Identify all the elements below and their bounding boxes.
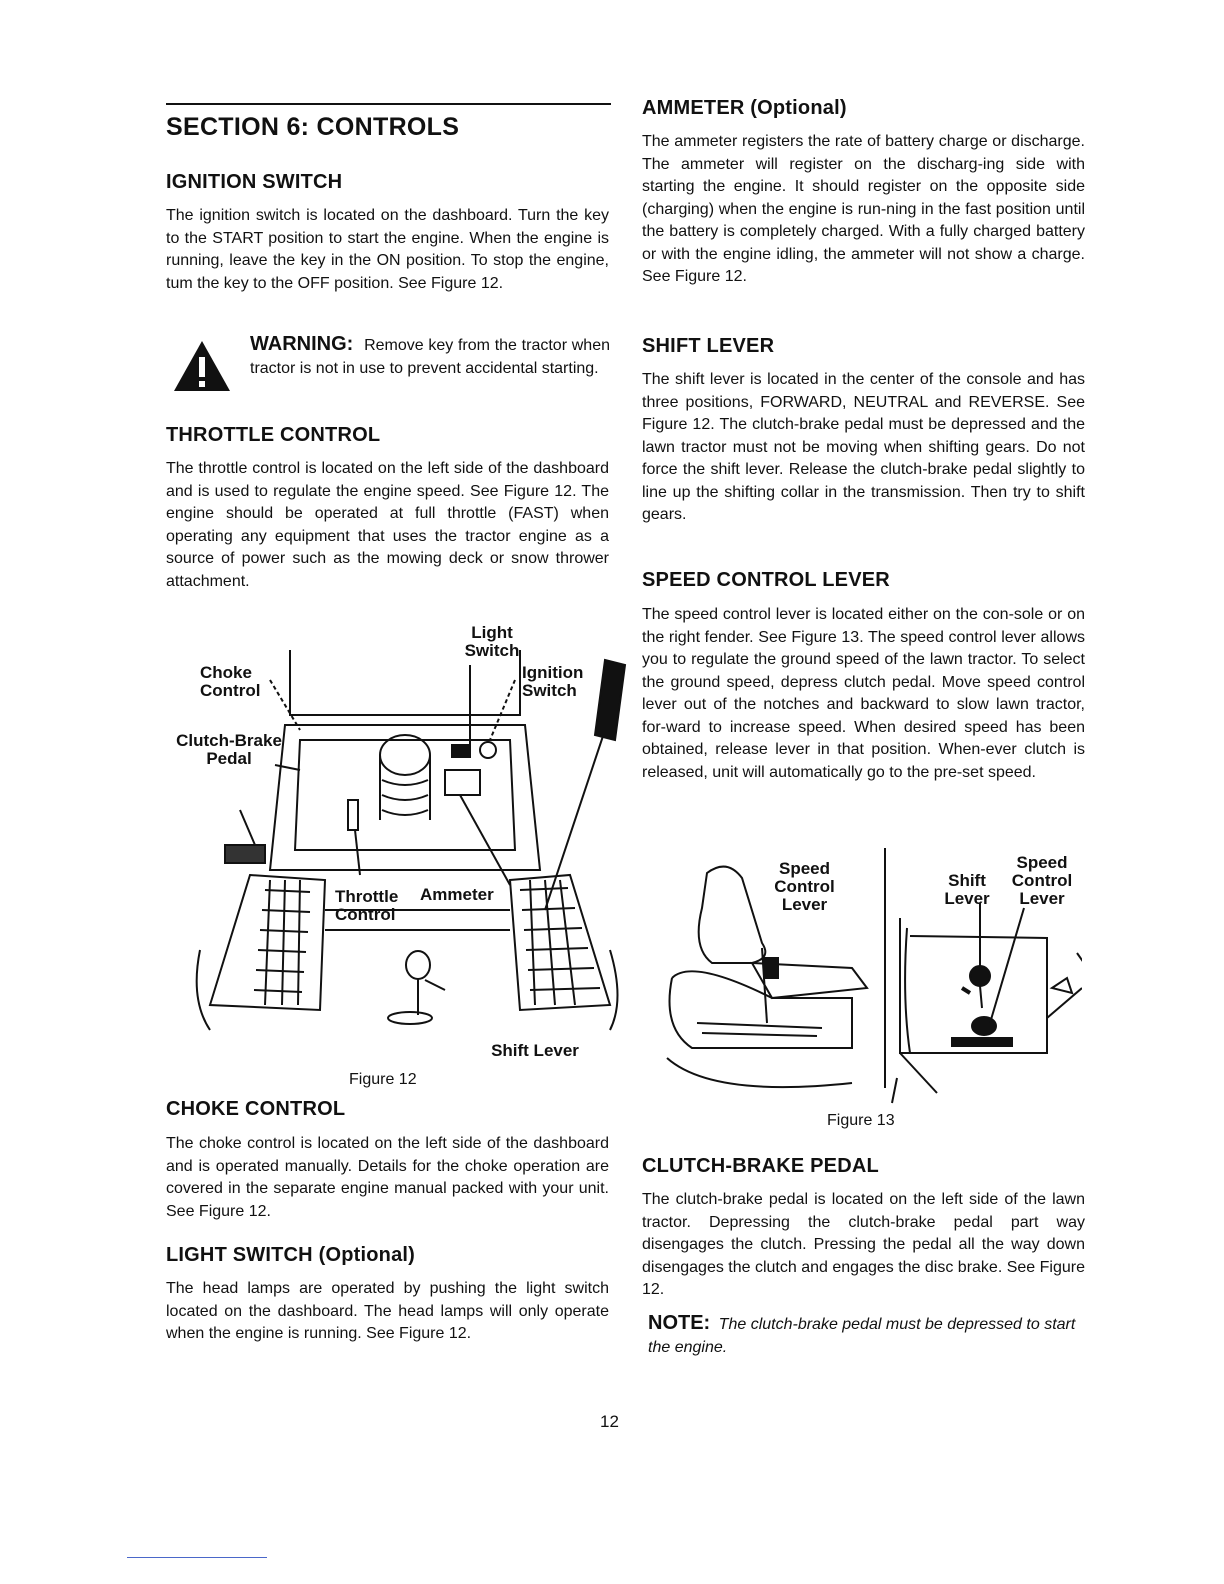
throttle-body: The throttle control is located on the left side of the dashboard and is used to regulate the engine speed. See Figure 12. The engine should be operated at full throttle (FAST) when operating any equipment that uses the tractor engine as a source of power such as the mowing deck or snow thrower attachment. bbox=[166, 460, 609, 590]
shift-lever-body: The shift lever is located in the center of the console and has three positions, FORWARD, NEUTRAL and REVERSE. See Figure 12. The clutch-brake pedal must be depressed and the lawn tractor must not be moving when shifting gears. Do not force the shift lever. Release the clutch-brake pedal slightly to line up the shifting collar in the transmission. Then try to shift gears. bbox=[642, 371, 1085, 523]
label-ignition-switch: Ignition Switch bbox=[522, 663, 584, 700]
choke-heading: CHOKE CONTROL bbox=[166, 1098, 346, 1120]
label-clutch-brake-pedal: Clutch-Brake Pedal bbox=[176, 731, 282, 768]
warning-icon bbox=[172, 339, 232, 393]
figure-12-caption: Figure 12 bbox=[349, 1071, 417, 1088]
footer-rule bbox=[127, 1557, 267, 1558]
page-number: 12 bbox=[600, 1412, 619, 1431]
figure-12 bbox=[170, 620, 630, 1070]
figure-13 bbox=[652, 848, 1082, 1108]
light-switch-body: The head lamps are operated by pushing the light switch located on the dashboard. The head lamps will only operate when the engine is running. See Figure 12. bbox=[166, 1280, 609, 1342]
label-shift-lever-fig13: Shift Lever bbox=[944, 871, 990, 908]
label-shift-lever: Shift Lever bbox=[491, 1041, 579, 1060]
throttle-heading: THROTTLE CONTROL bbox=[166, 424, 381, 446]
choke-body: The choke control is located on the left side of the dashboard and is operated manually. Details for the choke operation are covered in the separate engine manual packed with your unit. See Figure 12. bbox=[166, 1135, 609, 1220]
clutch-brake-heading: CLUTCH-BRAKE PEDAL bbox=[642, 1155, 879, 1177]
ignition-heading: IGNITION SWITCH bbox=[166, 171, 343, 193]
warning-message bbox=[250, 333, 610, 380]
figure-13-caption: Figure 13 bbox=[827, 1112, 895, 1129]
shift-lever-heading: SHIFT LEVER bbox=[642, 335, 775, 357]
label-choke-control: Choke Control bbox=[200, 663, 261, 700]
label-ammeter: Ammeter bbox=[420, 885, 494, 904]
speed-control-body: The speed control lever is located either on the con-sole or on the right fender. See Figure 13. The speed control lever allows you to regulate the ground speed of the lawn tractor. To select the ground speed, depress clutch pedal. Move speed control lever out of the notches and backward to slow lawn tractor, for-ward to increase speed. When desired speed has been obtained, release lever in that position. When-ever clutch is released, unit will automatically go to the pre-set speed. bbox=[642, 606, 1085, 781]
warning-text: Remove key from the tractor when tractor is not in use to prevent accidental starting. bbox=[250, 337, 610, 377]
ammeter-body: The ammeter registers the rate of battery charge or discharge. The ammeter will register on the discharg-ing side with starting the engine. It should register on the opposite side (charging) when the engine is run-ning in the fast position until the battery is completely charged. With a fully charged battery or with the engine idling, the ammeter will not show a charge. See Figure 12. bbox=[642, 133, 1085, 285]
warning-label: WARNING: bbox=[250, 333, 354, 355]
speed-control-heading: SPEED CONTROL LEVER bbox=[642, 569, 890, 591]
light-switch-heading: LIGHT SWITCH (Optional) bbox=[166, 1244, 416, 1266]
note bbox=[648, 1312, 1088, 1359]
label-light-switch: Light Switch bbox=[464, 623, 520, 660]
section-title: SECTION 6: CONTROLS bbox=[166, 113, 460, 141]
ammeter-heading: AMMETER (Optional) bbox=[642, 97, 847, 119]
label-speed-control-lever-left: Speed Control Lever bbox=[774, 859, 835, 914]
ignition-body: The ignition switch is located on the dashboard. Turn the key to the START position to start the engine. When the engine is running, leave the key in the ON position. To stop the engine, tum the key to the OFF position. See Figure 12. bbox=[166, 207, 609, 292]
label-speed-control-lever-right: Speed Control Lever bbox=[1011, 853, 1073, 908]
label-throttle-control: Throttle Control bbox=[335, 887, 399, 924]
section-rule bbox=[166, 103, 611, 105]
note-label: NOTE: bbox=[648, 1312, 711, 1334]
note-text: The clutch-brake pedal must be depressed to start the engine. bbox=[648, 1316, 1076, 1356]
clutch-brake-body: The clutch-brake pedal is located on the left side of the lawn tractor. Depressing the clutch-brake pedal part way disengages the clutch. Pressing the pedal all the way down disengages the clutch and engages the disc brake. See Figure 12. bbox=[642, 1191, 1085, 1298]
